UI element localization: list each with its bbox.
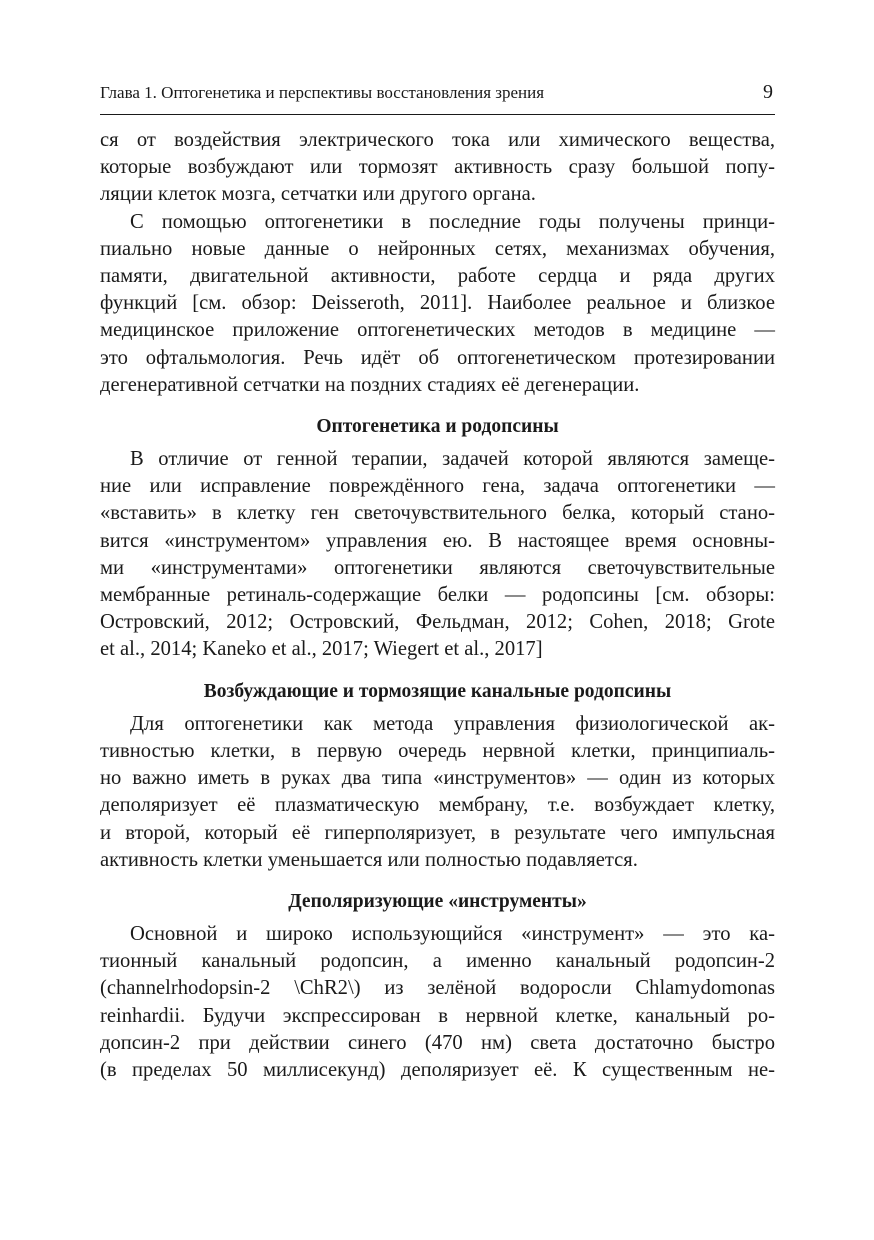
text-line: reinhardii. Будучи экспрессирован в нервной клетке, канальный ро-	[100, 1004, 775, 1027]
paragraph-1	[100, 127, 775, 209]
paragraph-2	[100, 209, 775, 399]
text-line: ся от воздействия электрического тока или химического вещества,	[100, 129, 775, 151]
text-line: дегенеративной сетчатки на поздних стадиях её дегенерации.	[100, 373, 640, 396]
text-line: медицинское приложение оптогенетических методов в медицине —	[100, 319, 775, 342]
text-line: мембранные ретиналь-содержащие белки — родопсины [см. обзоры:	[100, 584, 775, 606]
text-line: (channelrhodopsin-2 \ChR2\) из зелёной водоросли Chlamydomonas	[100, 977, 775, 1000]
text-line: но важно иметь в руках два типа «инструментов» — один из которых	[100, 767, 775, 790]
text-line: вится «инструментом» управления ею. В настоящее время основны-	[100, 529, 775, 552]
text-line: С помощью оптогенетики в последние годы получены принци-	[130, 210, 775, 233]
text-line: В отличие от генной терапии, задачей которой являются замеще-	[130, 448, 775, 471]
page-number: 9	[763, 81, 773, 103]
text-line: это офтальмология. Речь идёт об оптогенетическом протезировании	[100, 346, 775, 369]
text-line: (в пределах 50 миллисекунд) деполяризует её. К существенным не-	[100, 1059, 775, 1081]
text-line: пиально новые данные о нейронных сетях, механизмах обучения,	[100, 237, 775, 260]
text-line: ми «инструментами» оптогенетики являются светочувствительные	[100, 556, 775, 579]
text-line: памяти, двигательной активности, работе сердца и ряда других	[100, 264, 775, 287]
text-line: Основной и широко использующийся «инструмент» — это ка-	[130, 923, 775, 946]
text-line: et al., 2014; Kaneko et al., 2017; Wiegert et al., 2017]	[100, 638, 543, 661]
text-line: которые возбуждают или тормозят активность сразу большой попу-	[100, 156, 775, 179]
section-heading: Оптогенетика и родопсины	[316, 415, 559, 437]
text-line: ние или исправление повреждённого гена, задача оптогенетики —	[100, 475, 775, 498]
paragraph-3	[100, 446, 775, 664]
text-line: тивностью клетки, в первую очередь нервной клетки, принципиаль-	[100, 739, 775, 762]
text-line: функций [см. обзор: Deisseroth, 2011]. Наиболее реальное и близкое	[100, 292, 775, 315]
text-line: Для оптогенетики как метода управления физиологической ак-	[130, 712, 775, 735]
text-line: активность клетки уменьшается или полностью подавляется.	[100, 848, 638, 871]
text-line: Островский, 2012; Островский, Фельдман, 2012; Cohen, 2018; Grote	[100, 611, 775, 634]
text-line: «вставить» в клетку ген светочувствительного белка, который стано-	[100, 502, 775, 525]
text-line: допсин-2 при действии синего (470 нм) света достаточно быстро	[100, 1031, 775, 1054]
text-line: тионный канальный родопсин, а именно канальный родопсин-2	[100, 950, 775, 973]
running-head	[100, 80, 775, 115]
paragraph-5	[100, 921, 775, 1084]
page-body	[100, 127, 775, 1084]
paragraph-4	[100, 711, 775, 874]
text-line: деполяризует её плазматическую мембрану, т.е. возбуждает клетку,	[100, 794, 775, 817]
section-heading: Возбуждающие и тормозящие канальные родопсины	[203, 680, 672, 702]
text-line: ляции клеток мозга, сетчатки или другого органа.	[100, 183, 536, 206]
text-line: и второй, который её гиперполяризует, в результате чего импульсная	[100, 821, 775, 844]
section-heading: Деполяризующие «инструменты»	[288, 890, 587, 912]
chapter-title: Глава 1. Оптогенетика и перспективы восстановления зрения	[100, 83, 545, 102]
